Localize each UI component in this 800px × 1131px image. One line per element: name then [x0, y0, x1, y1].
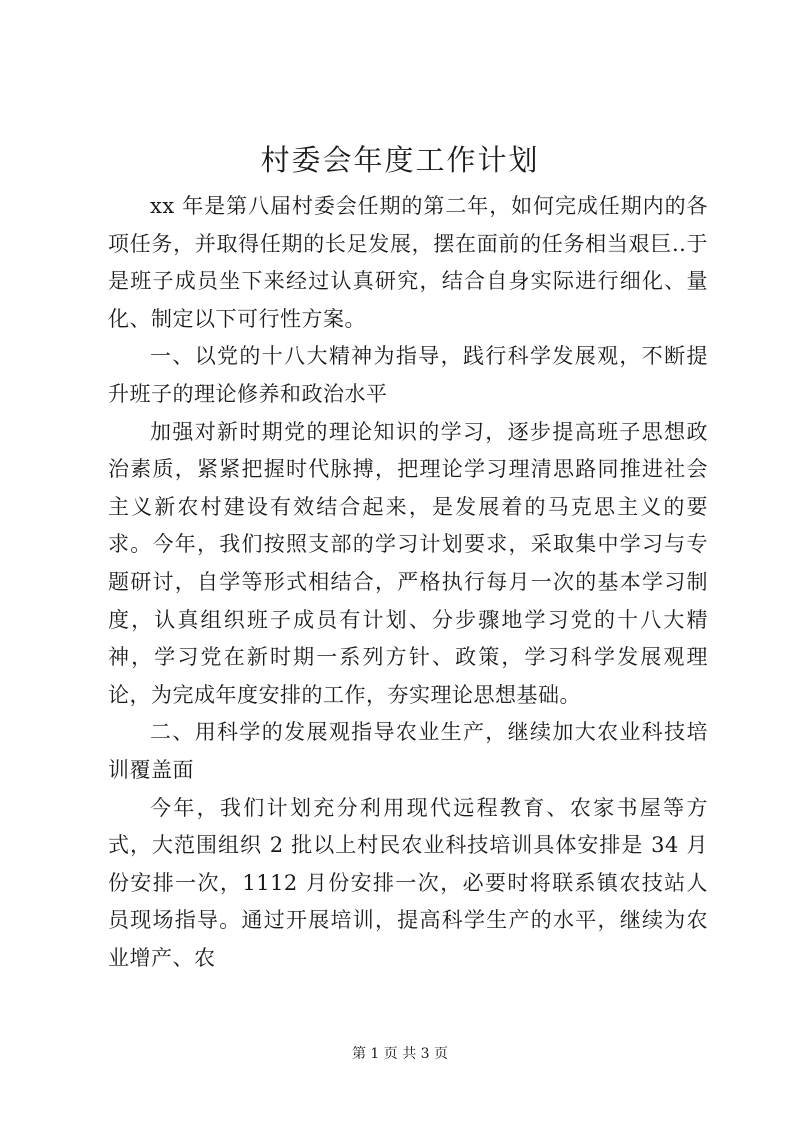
page-number-footer: 第 1 页 共 3 页: [351, 1046, 449, 1062]
paragraph-section-2: 今年，我们计划充分利用现代远程教育、农家书屋等方式，大范围组织 2 批以上村民农业科技培训具体安排是 34 月份安排一次，1112 月份安排一次，必要时将联系镇农技站人员现场指导。通过开展培训，提高科学生产的水平，继续为农业增产、农: [108, 795, 708, 970]
document-body: [108, 188, 708, 977]
section-heading-2: 二、用科学的发展观指导农业生产，继续加大农业科技培训覆盖面: [108, 720, 708, 782]
paragraph-section-1: 加强对新时期党的理论知识的学习，逐步提高班子思想政治素质，紧紧把握时代脉搏，把理论学习理清思路同推进社会主义新农村建设有效结合起来，是发展着的马克思主义的要求。今年，我们按照支部的学习计划要求，采取集中学习与专题研讨，自学等形式相结合，严格执行每月一次的基本学习制度，认真组织班子成员有计划、分步骤地学习党的十八大精神，学习党在新时期一系列方针、政策，学习科学发展观理论，为完成年度安排的工作，夯实理论思想基础。: [108, 419, 708, 707]
section-heading-1: 一、以党的十八大精神为指导，践行科学发展观，不断提升班子的理论修养和政治水平: [108, 344, 708, 406]
paragraph-intro: xx 年是第八届村委会任期的第二年，如何完成任期内的各项任务，并取得任期的长足发展，摆在面前的任务相当艰巨..于是班子成员坐下来经过认真研究，结合自身实际进行细化、量化、制定以下可行性方案。: [108, 194, 708, 331]
document-title: 村委会年度工作计划: [260, 143, 540, 177]
